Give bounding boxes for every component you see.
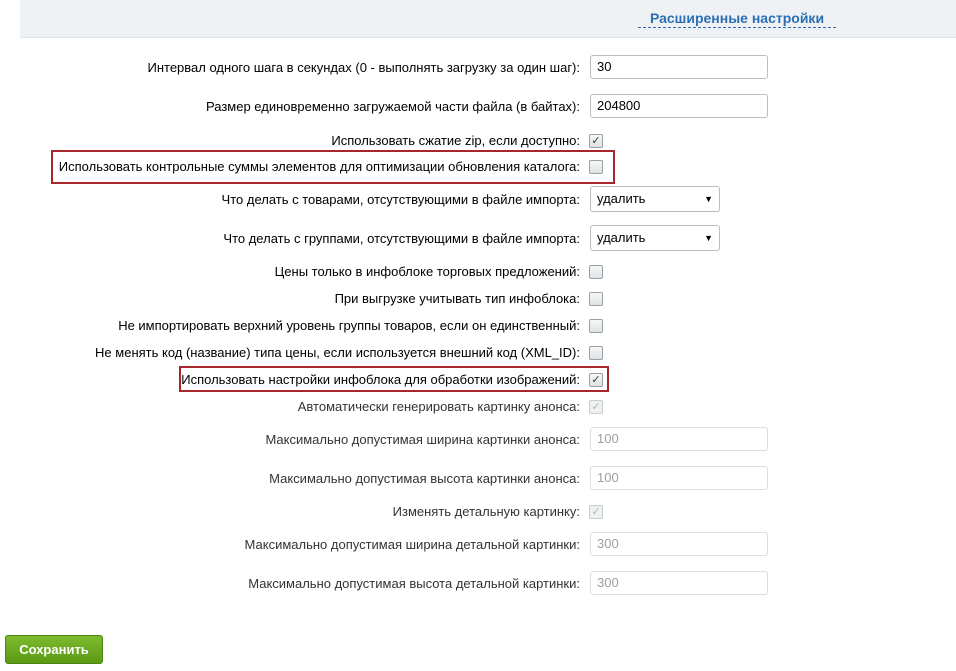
- dropdown-arrow-icon: ▼: [704, 194, 713, 204]
- use-zip-checkbox[interactable]: ✓: [589, 134, 603, 148]
- missing-groups-select[interactable]: [590, 225, 720, 251]
- resize-detail-label: Изменять детальную картинку:: [392, 504, 580, 519]
- detail-max-width-label: Максимально допустимая ширина детальной картинки:: [244, 537, 580, 552]
- missing-products-label: Что делать с товарами, отсутствующими в файле импорта:: [221, 192, 580, 207]
- preview-max-height-input[interactable]: 100: [590, 466, 768, 490]
- auto-preview-label: Автоматически генерировать картинку анонса:: [297, 399, 580, 414]
- advanced-settings-toggle[interactable]: Расширенные настройки: [638, 10, 836, 28]
- detail-max-width-input[interactable]: 300: [590, 532, 768, 556]
- dropdown-arrow-icon: ▼: [704, 233, 713, 243]
- missing-products-value: удалить: [597, 191, 646, 206]
- skip-top-group-checkbox[interactable]: [589, 319, 603, 333]
- detail-max-height-input[interactable]: 300: [590, 571, 768, 595]
- detail-max-height-label: Максимально допустимая высота детальной картинки:: [248, 576, 580, 591]
- chunk-size-input[interactable]: 204800: [590, 94, 768, 118]
- prices-offers-label: Цены только в инфоблоке торговых предложений:: [274, 264, 580, 279]
- chunk-size-label: Размер единовременно загружаемой части файла (в байтах):: [206, 99, 580, 114]
- use-iblock-image-settings-checkbox[interactable]: ✓: [589, 373, 603, 387]
- preview-max-width-label: Максимально допустимая ширина картинки анонса:: [265, 432, 580, 447]
- use-checksums-label: Использовать контрольные суммы элементов для оптимизации обновления каталога:: [58, 159, 580, 174]
- step-interval-input[interactable]: 30: [590, 55, 768, 79]
- skip-top-group-label: Не импортировать верхний уровень группы товаров, если он единственный:: [118, 318, 580, 333]
- export-iblock-type-checkbox[interactable]: [589, 292, 603, 306]
- export-iblock-type-label: При выгрузке учитывать тип инфоблока:: [334, 291, 580, 306]
- use-zip-label: Использовать сжатие zip, если доступно:: [331, 133, 580, 148]
- step-interval-label: Интервал одного шага в секундах (0 - выполнять загрузку за один шаг):: [147, 60, 580, 75]
- keep-price-code-checkbox[interactable]: [589, 346, 603, 360]
- use-iblock-image-settings-label: Использовать настройки инфоблока для обработки изображений:: [181, 372, 580, 387]
- auto-preview-checkbox[interactable]: ✓: [589, 400, 603, 414]
- use-checksums-checkbox[interactable]: [589, 160, 603, 174]
- keep-price-code-label: Не менять код (название) типа цены, если используется внешний код (XML_ID):: [95, 345, 580, 360]
- missing-groups-value: удалить: [597, 230, 646, 245]
- save-button[interactable]: Сохранить: [5, 635, 103, 664]
- missing-products-select[interactable]: [590, 186, 720, 212]
- section-header: [20, 0, 956, 38]
- preview-max-height-label: Максимально допустимая высота картинки анонса:: [269, 471, 580, 486]
- preview-max-width-input[interactable]: 100: [590, 427, 768, 451]
- resize-detail-checkbox[interactable]: ✓: [589, 505, 603, 519]
- missing-groups-label: Что делать с группами, отсутствующими в файле импорта:: [223, 231, 580, 246]
- prices-offers-checkbox[interactable]: [589, 265, 603, 279]
